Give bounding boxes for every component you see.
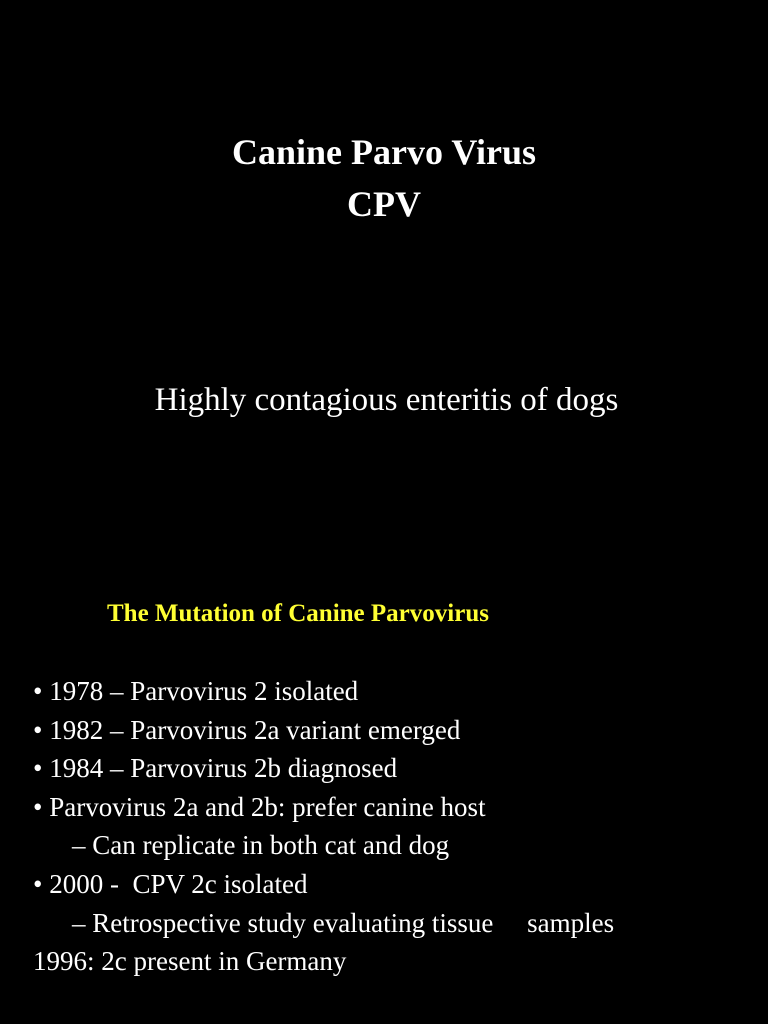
slide-title [0, 126, 768, 230]
mutation-heading: The Mutation of Canine Parvovirus [107, 600, 489, 627]
mutation-list [0, 672, 768, 981]
slide-subtitle: Highly contagious enteritis of dogs [154, 382, 619, 418]
list-item: – Can replicate in both cat and dog [72, 830, 450, 861]
list-item: • 1982 – Parvovirus 2a variant emerged [33, 714, 461, 745]
list-item: • 1978 – Parvovirus 2 isolated [33, 676, 359, 706]
list-item: • 1984 – Parvovirus 2b diagnosed [33, 753, 398, 784]
list-item: • Parvovirus 2a and 2b: prefer canine host [33, 791, 486, 822]
title-line-2: CPV [347, 184, 421, 224]
list-item: – Retrospective study evaluating tissue samples [72, 907, 615, 938]
list-item: • 2000 - CPV 2c isolated [33, 868, 308, 899]
title-line-1: Canine Parvo Virus [231, 132, 536, 172]
list-item: 1996: 2c present in Germany [33, 946, 347, 977]
